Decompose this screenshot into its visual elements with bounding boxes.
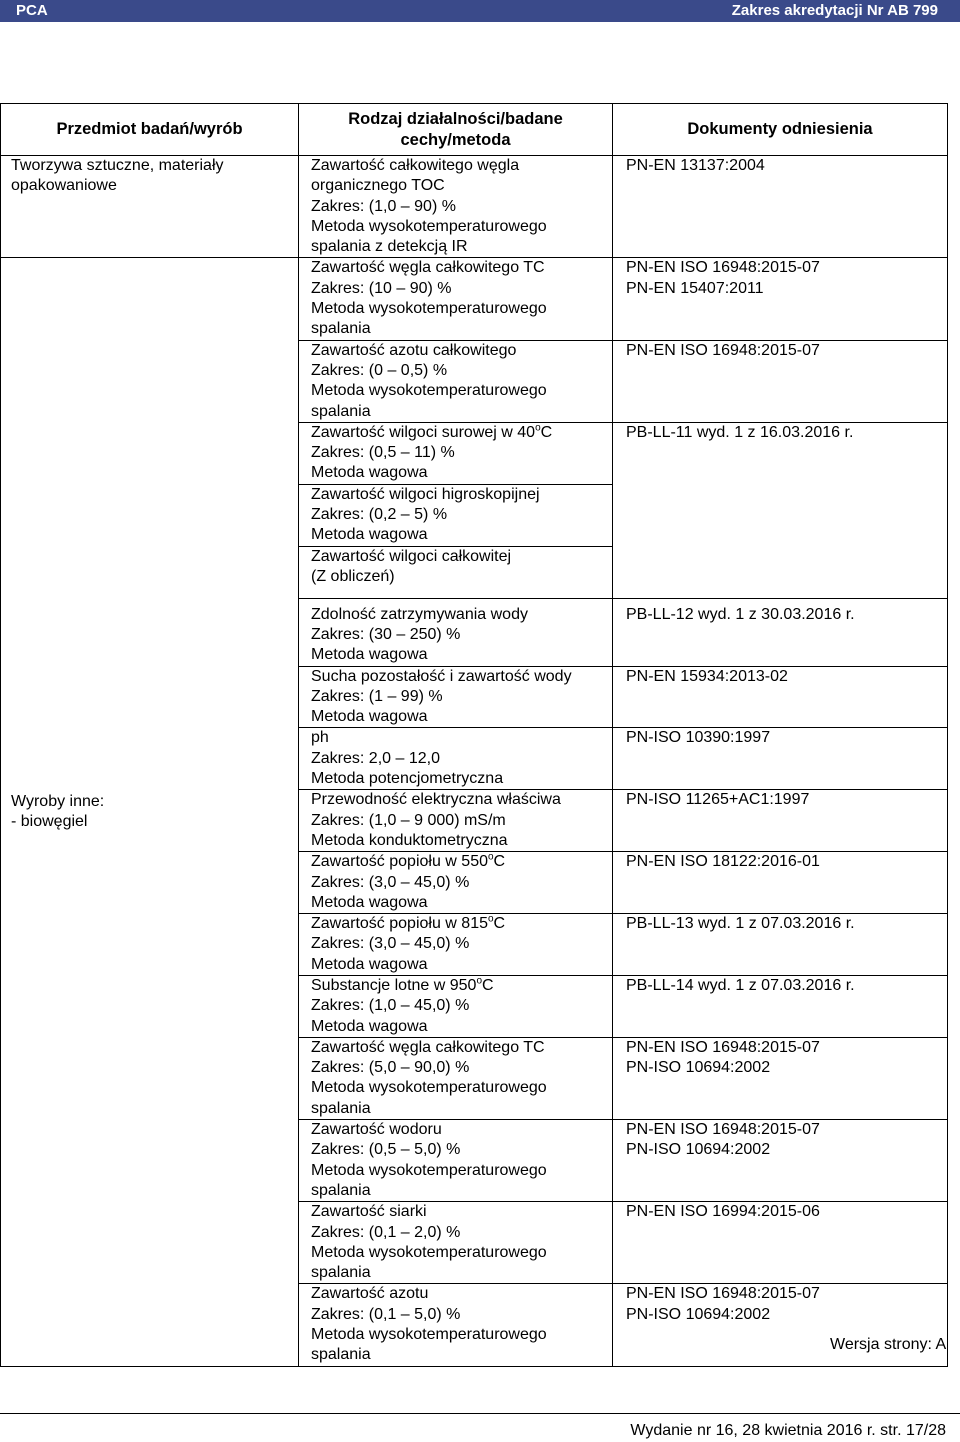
group-plastics: Tworzywa sztuczne, materiały opakowaniowe	[1, 156, 299, 258]
method-cell: Zawartość całkowitego węgla organicznego TOC Zakres: (1,0 – 90) % Metoda wysokotemperaturowego spalania z detekcją IR	[299, 156, 613, 258]
doc-cell: PN-EN ISO 16948:2015-07 PN-ISO 10694:2002	[613, 1037, 948, 1119]
doc-cell: PN-ISO 10390:1997	[613, 728, 948, 790]
table-header-row	[1, 104, 948, 156]
doc-cell: PN-ISO 11265+AC1:1997	[613, 790, 948, 852]
table-row	[1, 156, 948, 258]
doc-cell: PN-EN ISO 16948:2015-07 PN-ISO 10694:2002	[613, 1284, 948, 1366]
doc-cell: PN-EN ISO 16948:2015-07 PN-ISO 10694:2002	[613, 1120, 948, 1202]
method-cell: Sucha pozostałość i zawartość wody Zakres: (1 – 99) % Metoda wagowa	[299, 666, 613, 728]
method-cell: Zawartość węgla całkowitego TC Zakres: (5,0 – 90,0) % Metoda wysokotemperaturowego spalania	[299, 1037, 613, 1119]
doc-cell: PN-EN ISO 16994:2015-06	[613, 1202, 948, 1284]
method-cell: Zawartość wilgoci higroskopijnej Zakres: (0,2 – 5) % Metoda wagowa	[299, 484, 613, 546]
method-cell: Zawartość siarki Zakres: (0,1 – 2,0) % Metoda wysokotemperaturowego spalania	[299, 1202, 613, 1284]
doc-cell: PN-EN ISO 16948:2015-07	[613, 340, 948, 422]
method-cell: Zawartość azotu Zakres: (0,1 – 5,0) % Metoda wysokotemperaturowego spalania	[299, 1284, 613, 1366]
method-cell: Zdolność zatrzymywania wody Zakres: (30 – 250) % Metoda wagowa	[299, 598, 613, 666]
doc-cell: PB-LL-13 wyd. 1 z 07.03.2016 r.	[613, 914, 948, 976]
method-cell: Zawartość wilgoci całkowitej (Z obliczeń)	[299, 546, 613, 598]
header-right: Zakres akredytacji Nr AB 799	[731, 2, 938, 19]
method-cell: Zawartość węgla całkowitego TC Zakres: (10 – 90) % Metoda wysokotemperaturowego spalania	[299, 258, 613, 340]
doc-cell: PN-EN ISO 16948:2015-07 PN-EN 15407:2011	[613, 258, 948, 340]
column-header-documents: Dokumenty odniesienia	[613, 104, 948, 156]
accreditation-table	[0, 103, 948, 1367]
method-cell: Zawartość wodoru Zakres: (0,5 – 5,0) % Metoda wysokotemperaturowego spalania	[299, 1120, 613, 1202]
method-cell: ph Zakres: 2,0 – 12,0 Metoda potencjometryczna	[299, 728, 613, 790]
doc-cell: PB-LL-14 wyd. 1 z 07.03.2016 r.	[613, 975, 948, 1037]
page-header	[0, 0, 960, 22]
method-cell: Zawartość popiołu w 815$^o$C Zakres: (3,0 – 45,0) % Metoda wagowa	[299, 914, 613, 976]
method-cell: Przewodność elektryczna właściwa Zakres: (1,0 – 9 000) mS/m Metoda konduktometryczna	[299, 790, 613, 852]
page-footer: Wydanie nr 16, 28 kwietnia 2016 r. str. 17/28	[630, 1422, 946, 1439]
method-cell: Zawartość popiołu w 550$^o$C Zakres: (3,0 – 45,0) % Metoda wagowa	[299, 852, 613, 914]
doc-cell: PB-LL-11 wyd. 1 z 16.03.2016 r.	[613, 422, 948, 598]
method-cell: Zawartość wilgoci surowej w 40$^o$C Zakres: (0,5 – 11) % Metoda wagowa	[299, 422, 613, 484]
column-header-subject: Przedmiot badań/wyrób	[1, 104, 299, 156]
method-cell: Zawartość azotu całkowitego Zakres: (0 – 0,5) % Metoda wysokotemperaturowego spalania	[299, 340, 613, 422]
doc-cell: PN-EN 13137:2004	[613, 156, 948, 258]
doc-cell: PB-LL-12 wyd. 1 z 30.03.2016 r.	[613, 598, 948, 666]
doc-cell: PN-EN 15934:2013-02	[613, 666, 948, 728]
doc-cell: PN-EN ISO 18122:2016-01	[613, 852, 948, 914]
table-row	[1, 258, 948, 340]
header-left: PCA	[16, 2, 48, 19]
method-cell: Substancje lotne w 950$^o$C Zakres: (1,0 – 45,0) % Metoda wagowa	[299, 975, 613, 1037]
column-header-method: Rodzaj działalności/badane cechy/metoda	[299, 104, 613, 156]
group-biochar: Wyroby inne: - biowęgiel	[1, 258, 299, 1366]
page-version: Wersja strony: A	[830, 1336, 947, 1353]
footer-divider	[0, 1413, 960, 1414]
